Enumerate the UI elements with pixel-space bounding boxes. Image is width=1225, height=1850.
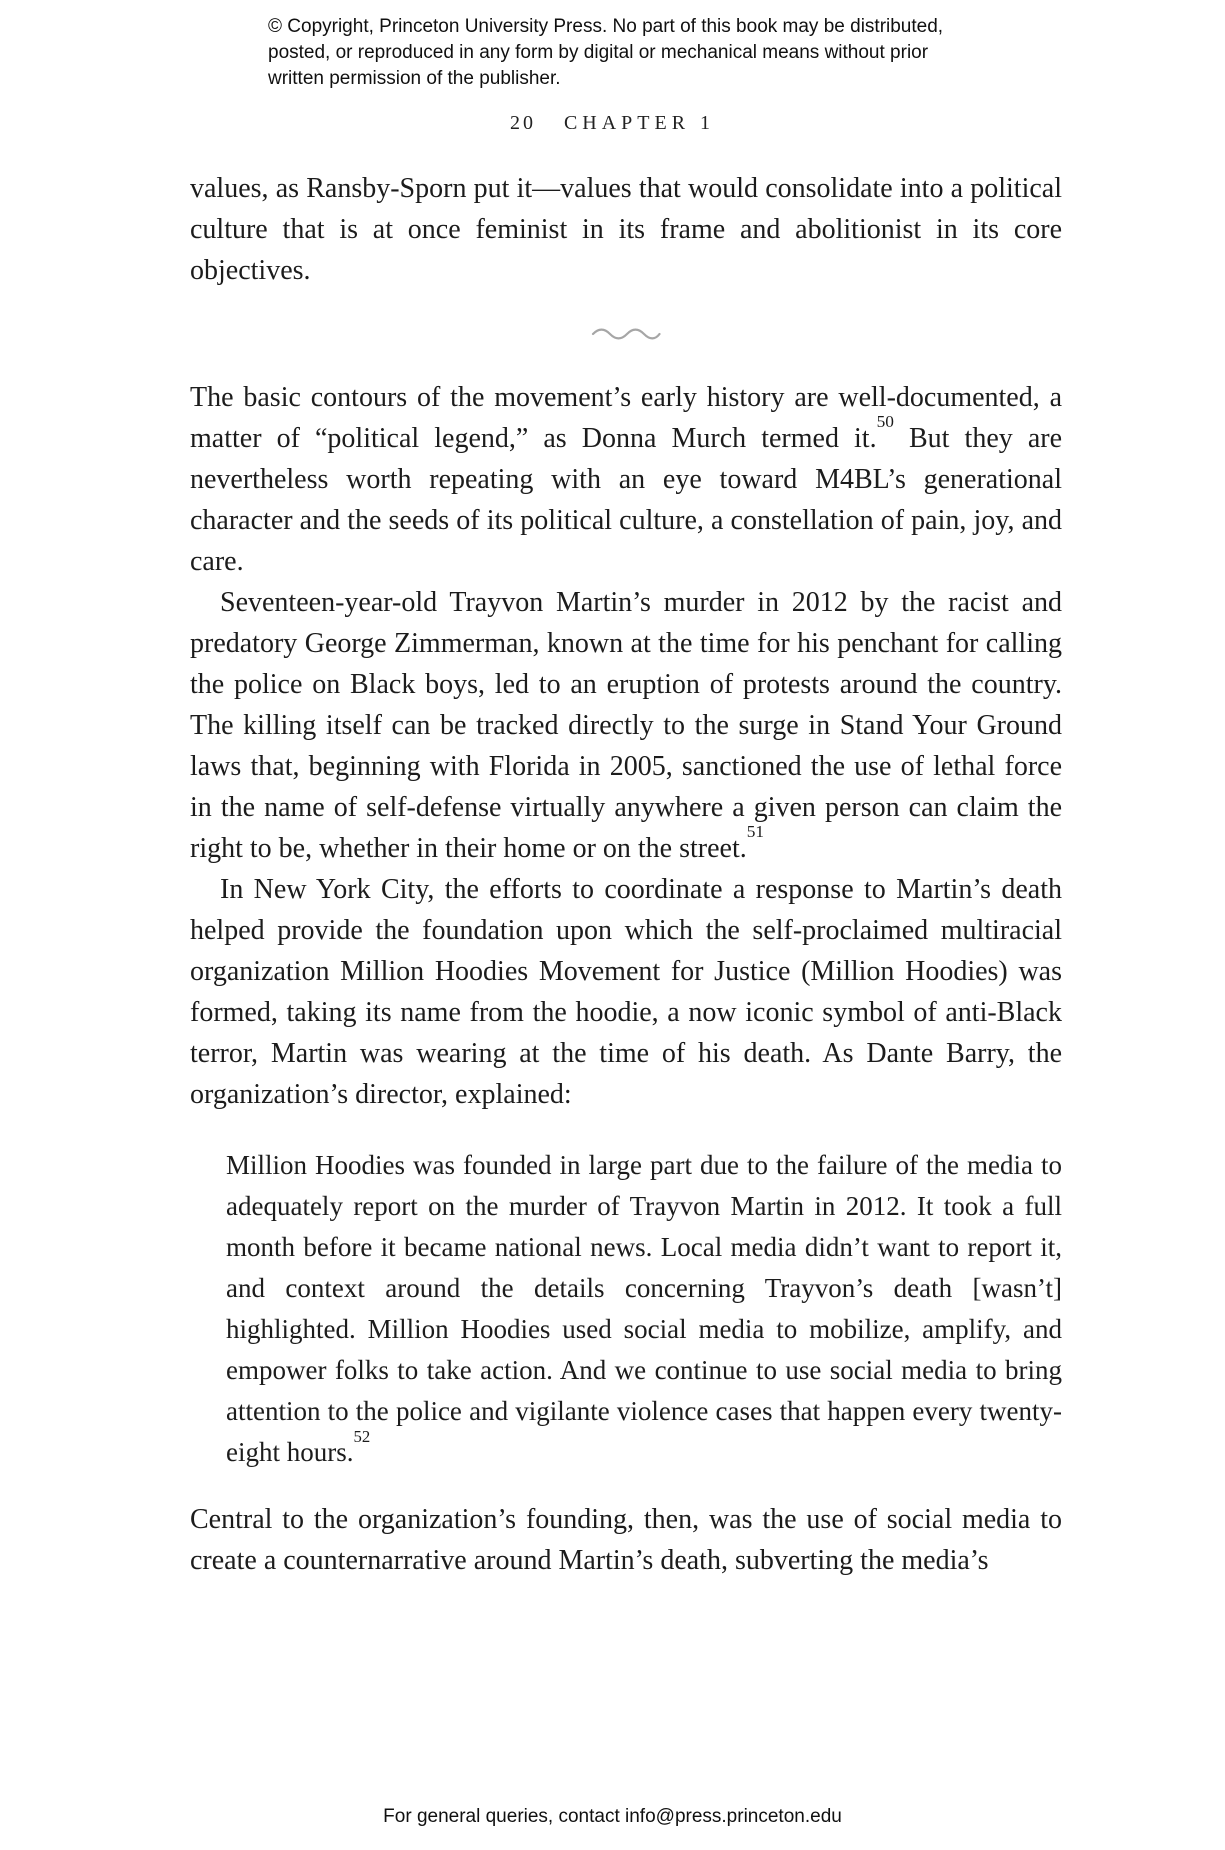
footnote-ref-50: 50 xyxy=(876,412,894,432)
paragraph-central: Central to the organization’s founding, then, was the use of social media to create a counternarrative around Martin’s death, subverting the media’s xyxy=(190,1504,1062,1576)
paragraph-text: But they are nevertheless worth repeating with an eye toward M4BL’s generational character and the seeds of its political culture, a constellation of pain, joy, and care. xyxy=(190,423,1062,577)
paragraph-intro: values, as Ransby-Sporn put it—values that would consolidate into a political culture that is at once feminist in its frame and abolitionist in its core objectives. xyxy=(190,173,1062,286)
paragraph-nyc: In New York City, the efforts to coordinate a response to Martin’s death helped provide the foundation upon which the self-proclaimed multiracial organization Million Hoodies Movement for Justice (Million Hoodies) was formed, taking its name from the hoodie, a now iconic symbol of anti-Black terror, Martin was wearing at the time of his death. As Dante Barry, the organization’s director, explained: xyxy=(190,874,1062,1110)
copyright-notice: © Copyright, Princeton University Press. No part of this book may be distributed, posted, or reproduced in any form by digital or mechanical means without prior written permission of the publisher. xyxy=(268,16,944,89)
footnote-ref-52: 52 xyxy=(353,1426,371,1446)
quote-text: Million Hoodies was founded in large part due to the failure of the media to adequately report on the murder of Trayvon Martin in 2012. It took a full month before it became national news. Local media didn’t want to report it, and context around the details concerning Trayvon’s death [wasn’t] highlighted. Million Hoodies used social media to mobilize, amplify, and empower folks to take action. And we continue to use social media to bring attention to the police and vigilante violence cases that happen every twenty-eight hours. xyxy=(226,1150,1062,1467)
running-head xyxy=(0,112,1225,135)
block-quote xyxy=(226,1145,1062,1473)
body-text xyxy=(190,168,1062,1581)
paragraph-text: The basic contours of the movement’s early history are well-documented, a matter of “political legend,” as Donna Murch termed it. xyxy=(190,382,1062,454)
paragraph-contours xyxy=(190,377,1062,582)
footnote-ref-51: 51 xyxy=(746,822,765,842)
paragraph-text: Seventeen-year-old Trayvon Martin’s murder in 2012 by the racist and predatory George Zimmerman, known at the time for his penchant for calling the police on Black boys, led to an eruption of protests around the country. The killing itself can be tracked directly to the surge in Stand Your Ground laws that, beginning with Florida in 2005, sanctioned the use of lethal force in the name of self-defense virtually anywhere a given person can claim the right to be, whether in their home or on the street. xyxy=(190,587,1062,864)
squiggle-divider-icon xyxy=(591,327,661,341)
chapter-label: CHAPTER 1 xyxy=(563,112,716,134)
section-divider xyxy=(190,327,1062,341)
paragraph-trayvon xyxy=(190,582,1062,869)
page-footer: For general queries, contact info@press.princeton.edu xyxy=(383,1806,842,1827)
page-number: 20 xyxy=(509,112,536,134)
